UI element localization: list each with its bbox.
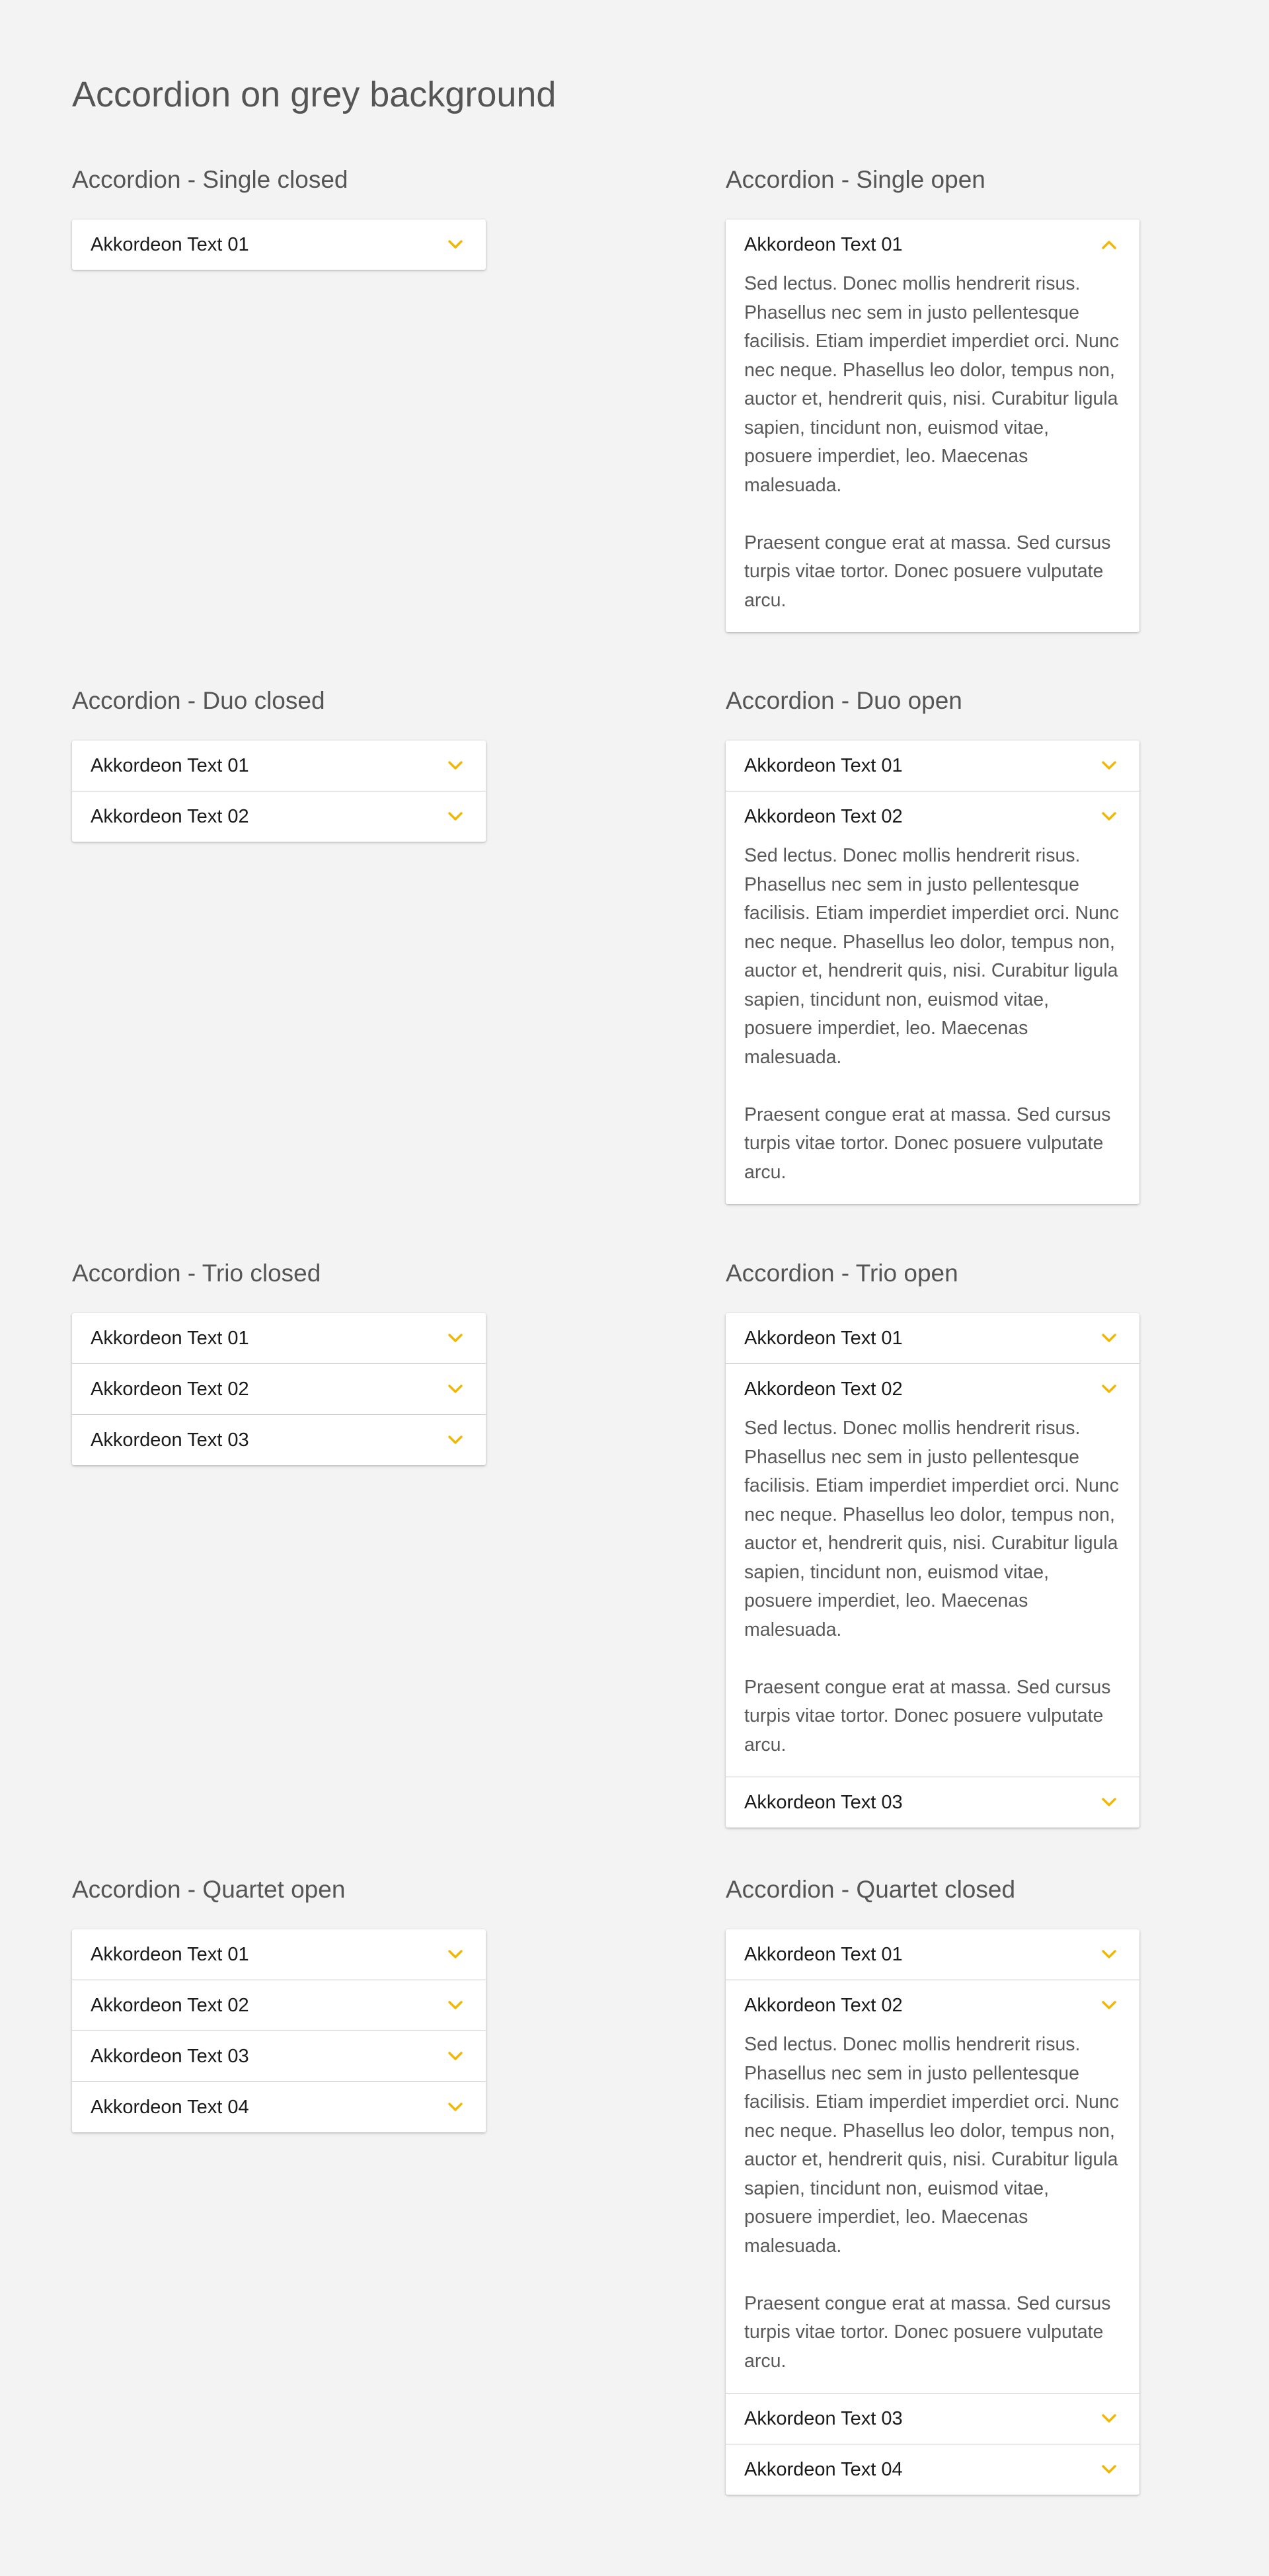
section-title: Accordion - Quartet open bbox=[72, 1876, 346, 1903]
accordion-content bbox=[726, 2031, 1139, 2393]
section-duo-closed bbox=[72, 685, 486, 827]
accordion-item bbox=[72, 1363, 486, 1414]
accordion-paragraph: Sed lectus. Donec mollis hendrerit risus. Phasellus nec sem in justo pellentesque facilisis. Etiam imperdiet imperdiet orci. Nunc nec neque. Phasellus leo dolor, tempus non, auctor et, hendrerit quis, nisi. Curabitur ligula sapien, tincidunt non, euismod vitae, posuere imperdiet, leo. Maecenas malesuada. bbox=[744, 273, 1120, 496]
chevron-down-icon[interactable] bbox=[443, 2044, 467, 2068]
accordion-label: Akkordeon Text 01 bbox=[744, 1327, 903, 1349]
accordion-label: Akkordeon Text 04 bbox=[91, 2096, 249, 2118]
accordion-item bbox=[72, 741, 486, 791]
accordion-label: Akkordeon Text 01 bbox=[91, 233, 249, 255]
accordion-paragraph: Praesent congue erat at massa. Sed cursus turpis vitae tortor. Donec posuere vulputate arcu. bbox=[744, 1104, 1111, 1183]
chevron-down-icon[interactable] bbox=[443, 1428, 467, 1452]
accordion-item bbox=[726, 2444, 1139, 2495]
chevron-down-icon[interactable] bbox=[443, 1377, 467, 1401]
accordion-header[interactable] bbox=[72, 1929, 486, 1980]
accordion-label: Akkordeon Text 02 bbox=[91, 805, 249, 827]
chevron-down-icon[interactable] bbox=[443, 2095, 467, 2119]
accordion-header[interactable] bbox=[726, 2394, 1139, 2444]
accordion-label: Akkordeon Text 02 bbox=[91, 1994, 249, 2016]
accordion bbox=[726, 741, 1139, 1204]
accordion-header[interactable] bbox=[726, 1929, 1139, 1980]
accordion-item bbox=[72, 1929, 486, 1980]
chevron-down-icon[interactable] bbox=[443, 805, 467, 828]
accordion-item bbox=[726, 2393, 1139, 2444]
accordion-label: Akkordeon Text 03 bbox=[744, 2407, 903, 2429]
accordion-label: Akkordeon Text 03 bbox=[744, 1791, 903, 1813]
chevron-down-icon[interactable] bbox=[1097, 1943, 1121, 1966]
accordion-paragraph: Praesent congue erat at massa. Sed cursus turpis vitae tortor. Donec posuere vulputate arcu. bbox=[744, 2292, 1111, 2372]
accordion-label: Akkordeon Text 01 bbox=[744, 754, 903, 776]
accordion-header[interactable] bbox=[72, 220, 486, 270]
accordion-paragraph: Sed lectus. Donec mollis hendrerit risus. Phasellus nec sem in justo pellentesque facilisis. Etiam imperdiet imperdiet orci. Nunc nec neque. Phasellus leo dolor, tempus non, auctor et, hendrerit quis, nisi. Curabitur ligula sapien, tincidunt non, euismod vitae, posuere imperdiet, leo. Maecenas malesuada. bbox=[744, 1418, 1120, 1640]
accordion-paragraph: Sed lectus. Donec mollis hendrerit risus. Phasellus nec sem in justo pellentesque facilisis. Etiam imperdiet imperdiet orci. Nunc nec neque. Phasellus leo dolor, tempus non, auctor et, hendrerit quis, nisi. Curabitur ligula sapien, tincidunt non, euismod vitae, posuere imperdiet, leo. Maecenas malesuada. bbox=[744, 2034, 1120, 2257]
section-title: Accordion - Single closed bbox=[72, 166, 348, 193]
chevron-down-icon[interactable] bbox=[1097, 1993, 1121, 2017]
accordion-label: Akkordeon Text 03 bbox=[91, 2045, 249, 2067]
accordion-header[interactable] bbox=[72, 1415, 486, 1465]
chevron-down-icon[interactable] bbox=[1097, 1326, 1121, 1350]
section-title: Accordion - Quartet closed bbox=[726, 1876, 1016, 1903]
accordion-label: Akkordeon Text 01 bbox=[91, 754, 249, 776]
accordion-header[interactable] bbox=[72, 1980, 486, 2031]
accordion-label: Akkordeon Text 01 bbox=[91, 1943, 249, 1965]
accordion-header[interactable] bbox=[72, 2082, 486, 2132]
accordion-label: Akkordeon Text 01 bbox=[91, 1327, 249, 1349]
accordion-item bbox=[72, 1980, 486, 2031]
chevron-down-icon[interactable] bbox=[1097, 1791, 1121, 1814]
accordion-item bbox=[72, 2031, 486, 2081]
accordion-item bbox=[726, 1980, 1139, 2393]
accordion-item bbox=[72, 220, 486, 270]
accordion-header[interactable] bbox=[726, 2444, 1139, 2495]
accordion-label: Akkordeon Text 02 bbox=[744, 1994, 903, 2016]
accordion-header[interactable] bbox=[726, 1777, 1139, 1828]
accordion-header[interactable] bbox=[72, 2031, 486, 2081]
chevron-down-icon[interactable] bbox=[1097, 2458, 1121, 2481]
accordion-item bbox=[726, 1777, 1139, 1828]
accordion-item bbox=[726, 791, 1139, 1204]
chevron-down-icon[interactable] bbox=[1097, 754, 1121, 778]
accordion-label: Akkordeon Text 02 bbox=[744, 805, 903, 827]
section-title: Accordion - Trio open bbox=[726, 1260, 958, 1287]
accordion-label: Akkordeon Text 01 bbox=[744, 1943, 903, 1965]
chevron-up-icon[interactable] bbox=[1097, 233, 1121, 257]
accordion-item bbox=[726, 220, 1139, 632]
accordion-label: Akkordeon Text 01 bbox=[744, 233, 903, 255]
accordion-header[interactable] bbox=[72, 791, 486, 842]
accordion-header[interactable] bbox=[726, 220, 1139, 270]
accordion-item bbox=[726, 1929, 1139, 1980]
accordion-item bbox=[72, 2081, 486, 2132]
section-title: Accordion - Trio closed bbox=[72, 1260, 321, 1287]
accordion-item bbox=[72, 791, 486, 842]
accordion bbox=[72, 1929, 486, 2132]
accordion-header[interactable] bbox=[726, 1313, 1139, 1363]
accordion-label: Akkordeon Text 02 bbox=[744, 1378, 903, 1400]
accordion-content bbox=[726, 1414, 1139, 1777]
section-single-closed bbox=[72, 164, 486, 255]
accordion-header[interactable] bbox=[72, 1313, 486, 1363]
page-title: Accordion on grey background bbox=[72, 75, 557, 114]
section-trio-open bbox=[726, 1258, 1139, 1813]
accordion-header[interactable] bbox=[726, 1364, 1139, 1414]
chevron-down-icon[interactable] bbox=[1097, 2407, 1121, 2431]
chevron-down-icon[interactable] bbox=[443, 1943, 467, 1966]
chevron-down-icon[interactable] bbox=[443, 1993, 467, 2017]
accordion-label: Akkordeon Text 04 bbox=[744, 2458, 903, 2480]
accordion-header[interactable] bbox=[72, 1364, 486, 1414]
accordion bbox=[72, 220, 486, 270]
accordion bbox=[726, 220, 1139, 632]
section-quartet-open bbox=[72, 1874, 486, 2118]
accordion bbox=[72, 741, 486, 842]
accordion-header[interactable] bbox=[72, 741, 486, 791]
chevron-down-icon[interactable] bbox=[443, 233, 467, 257]
accordion-item bbox=[72, 1414, 486, 1465]
accordion-item bbox=[72, 1313, 486, 1363]
accordion bbox=[726, 1313, 1139, 1828]
chevron-down-icon[interactable] bbox=[1097, 805, 1121, 828]
accordion bbox=[72, 1313, 486, 1465]
chevron-down-icon[interactable] bbox=[443, 754, 467, 778]
section-title: Accordion - Duo open bbox=[726, 687, 962, 714]
accordion-content bbox=[726, 270, 1139, 632]
section-title: Accordion - Duo closed bbox=[72, 687, 325, 714]
accordion-item bbox=[726, 1313, 1139, 1363]
accordion-content bbox=[726, 842, 1139, 1204]
section-quartet-closed bbox=[726, 1874, 1139, 2480]
accordion-label: Akkordeon Text 02 bbox=[91, 1378, 249, 1400]
accordion-label: Akkordeon Text 03 bbox=[91, 1429, 249, 1451]
accordion-header[interactable] bbox=[726, 791, 1139, 842]
accordion-paragraph: Praesent congue erat at massa. Sed cursus turpis vitae tortor. Donec posuere vulputate arcu. bbox=[744, 1676, 1111, 1755]
accordion-paragraph: Praesent congue erat at massa. Sed cursus turpis vitae tortor. Donec posuere vulputate arcu. bbox=[744, 532, 1111, 611]
accordion-item bbox=[726, 1363, 1139, 1777]
chevron-down-icon[interactable] bbox=[443, 1326, 467, 1350]
accordion-paragraph: Sed lectus. Donec mollis hendrerit risus. Phasellus nec sem in justo pellentesque facilisis. Etiam imperdiet imperdiet orci. Nunc nec neque. Phasellus leo dolor, tempus non, auctor et, hendrerit quis, nisi. Curabitur ligula sapien, tincidunt non, euismod vitae, posuere imperdiet, leo. Maecenas malesuada. bbox=[744, 845, 1120, 1068]
chevron-down-icon[interactable] bbox=[1097, 1377, 1121, 1401]
accordion-header[interactable] bbox=[726, 741, 1139, 791]
section-single-open bbox=[726, 164, 1139, 611]
accordion bbox=[726, 1929, 1139, 2495]
section-duo-open bbox=[726, 685, 1139, 1183]
accordion-header[interactable] bbox=[726, 1980, 1139, 2031]
section-title: Accordion - Single open bbox=[726, 166, 985, 193]
section-trio-closed bbox=[72, 1258, 486, 1451]
accordion-item bbox=[726, 741, 1139, 791]
